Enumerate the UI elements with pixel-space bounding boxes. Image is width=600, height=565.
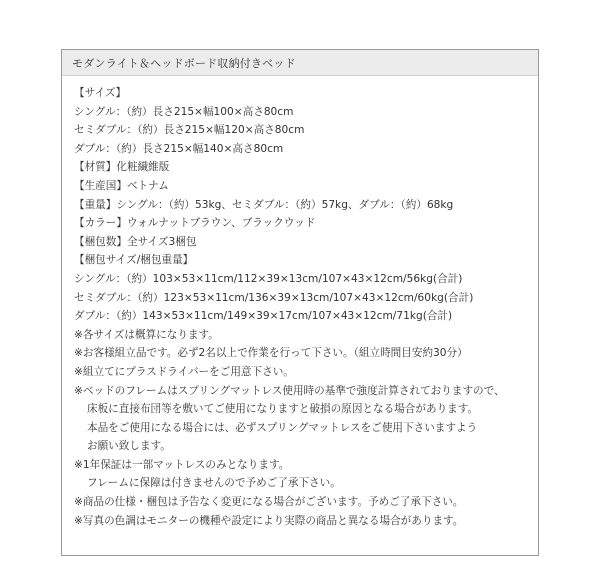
package-size-heading: 【梱包サイズ/梱包重量】 xyxy=(74,254,194,267)
package-size-single: シングル：（約）103×53×11cm/112×39×13cm/107×43×12cm/56kg(合計) xyxy=(74,272,463,285)
size-heading: 【サイズ】 xyxy=(74,87,127,99)
panel-header xyxy=(62,50,538,76)
note-spec-change: ※商品の仕様・梱包は予告なく変更になる場合がございます。予めご了承下さい。 xyxy=(74,496,464,509)
note-frame-strength: ※ベッドのフレームはスプリングマットレス使用時の基準で強度計算されておりますので、 xyxy=(74,384,505,397)
note-frame-strength-cont-2: 本品をご使用になる場合には、必ずスプリングマットレスをご使用下さいますよう xyxy=(87,421,478,434)
package-size-double: ダブル：（約）143×53×11cm/149×39×17cm/107×43×12cm/71kg(合計) xyxy=(74,310,453,323)
note-approximate: ※各サイズは概算になります。 xyxy=(74,328,219,341)
color: 【カラー】ウォルナットブラウン、ブラックウッド xyxy=(74,217,316,230)
note-screwdriver: ※組立てにプラスドライバーをご用意下さい。 xyxy=(74,365,294,378)
package-size-semi-double: セミダブル：（約）123×53×11cm/136×39×13cm/107×43×12cm/60kg(合計) xyxy=(74,291,474,304)
size-single: シングル：（約）長さ215×幅100×高さ80cm xyxy=(74,105,294,118)
size-semi-double: セミダブル：（約）長さ215×幅120×高さ80cm xyxy=(74,124,305,137)
material: 【材質】化粧繊維版 xyxy=(74,161,170,174)
note-frame-strength-cont-3: お願い致します。 xyxy=(87,440,171,453)
note-frame-strength-cont-1: 床板に直接布団等を敷いてご使用になりますと破損の原因となる場合があります。 xyxy=(87,403,479,416)
note-warranty-cont: フレームに保障は付きませんので予めご了承下さい。 xyxy=(87,477,341,490)
note-warranty: ※1年保証は一部マットレスのみとなります。 xyxy=(74,458,290,471)
note-photo-color: ※写真の色調はモニターの機種や設定により実際の商品と異なる場合があります。 xyxy=(74,514,464,527)
country-of-origin: 【生産国】ベトナム xyxy=(74,179,169,192)
panel-title: モダンライト＆ヘッドボード収納付きベッド xyxy=(72,56,296,70)
size-double: ダブル：（約）長さ215×幅140×高さ80cm xyxy=(74,142,284,155)
spec-text-block xyxy=(74,84,532,530)
spec-panel xyxy=(61,49,539,556)
package-count: 【梱包数】全サイズ3梱包 xyxy=(74,235,197,248)
note-assembly: ※お客様組立品です。必ず2名以上で作業を行って下さい。（組立時間目安約30分） xyxy=(74,347,468,360)
weight: 【重量】シングル：（約）53kg、セミダブル：（約）57kg、ダブル：（約）68kg xyxy=(74,198,454,211)
